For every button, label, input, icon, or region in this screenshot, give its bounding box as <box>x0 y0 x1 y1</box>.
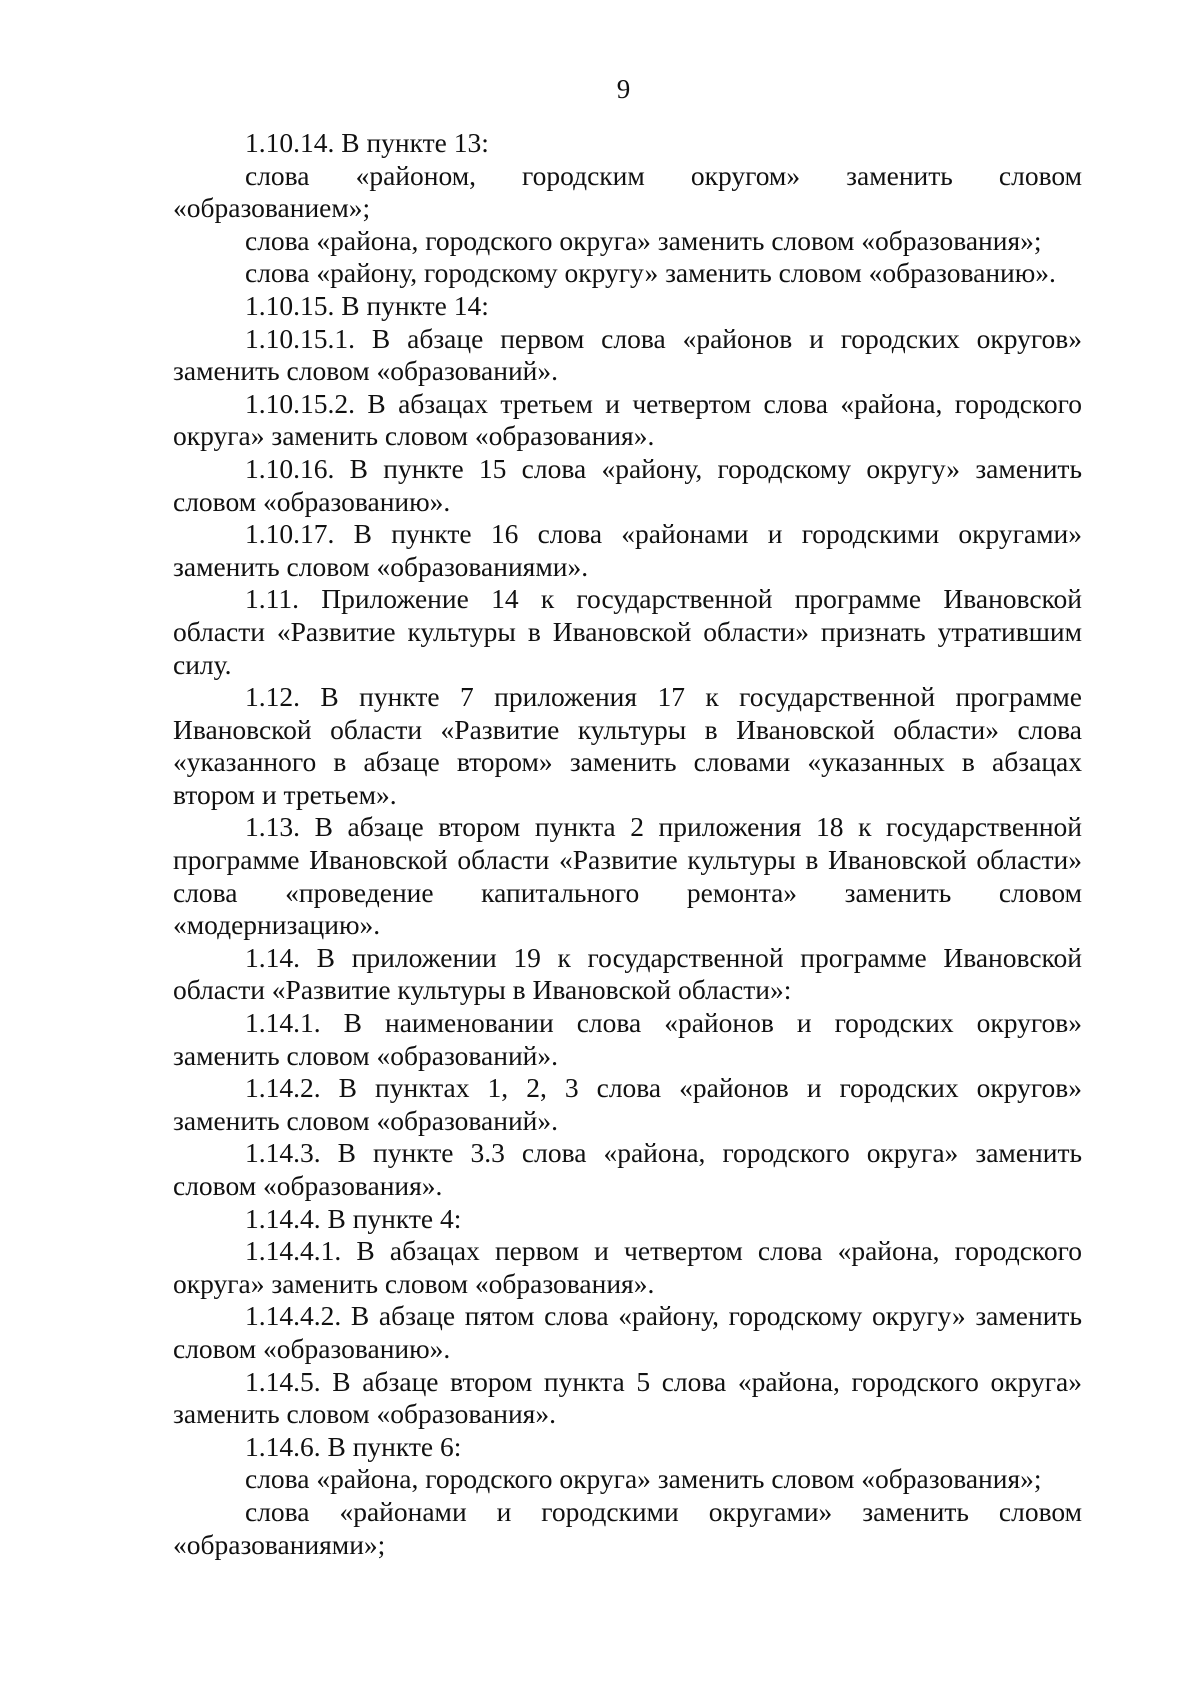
paragraph: 1.10.15.2. В абзацах третьем и четвертом слова «района, городского округа» заменить словом «образования». <box>173 387 1082 452</box>
page-number: 9 <box>616 74 631 104</box>
paragraph: 1.14.5. В абзаце втором пункта 5 слова «района, городского округа» заменить словом «образования». <box>173 1365 1082 1430</box>
paragraph: слова «района, городского округа» заменить словом «образования»; <box>245 224 1042 256</box>
paragraph: 1.13. В абзаце втором пункта 2 приложения 18 к государственной программе Ивановской области «Развитие культуры в Ивановской области» слова «проведение капитального ремонта» заменить словом «модернизацию». <box>173 811 1082 941</box>
paragraph: 1.10.17. В пункте 16 слова «районами и городскими округами» заменить словом «образованиями». <box>173 518 1082 582</box>
paragraph: 1.14.4. В пункте 4: <box>245 1202 462 1234</box>
paragraph: 1.14.4.2. В абзаце пятом слова «району, городскому округу» заменить словом «образованию». <box>173 1300 1082 1364</box>
paragraph: 1.14.6. В пункте 6: <box>245 1430 462 1462</box>
paragraph: слова «району, городскому округу» заменить словом «образованию». <box>245 257 1056 289</box>
paragraph: 1.11. Приложение 14 к государственной программе Ивановской области «Развитие культуры в Ивановской области» признать утратившим силу. <box>173 583 1082 680</box>
paragraph: 1.10.15.1. В абзаце первом слова «районов и городских округов» заменить словом «образований». <box>173 322 1082 387</box>
paragraph: слова «районами и городскими округами» заменить словом «образованиями»; <box>173 1495 1082 1560</box>
paragraph: 1.14.2. В пунктах 1, 2, 3 слова «районов и городских округов» заменить словом «образований». <box>173 1072 1082 1136</box>
paragraph: 1.14.4.1. В абзацах первом и четвертом слова «района, городского округа» заменить словом «образования». <box>173 1235 1082 1299</box>
paragraph: слова «района, городского округа» заменить словом «образования»; <box>245 1463 1042 1495</box>
paragraph: 1.14.1. В наименовании слова «районов и городских округов» заменить словом «образований». <box>173 1007 1082 1071</box>
paragraph: слова «районом, городским округом» заменить словом «образованием»; <box>173 159 1082 224</box>
paragraph: 1.12. В пункте 7 приложения 17 к государственной программе Ивановской области «Развитие культуры в Ивановской области» слова «указанного в абзаце втором» заменить словами «указанных в абзацах втором и третьем». <box>173 681 1082 810</box>
paragraph: 1.10.15. В пункте 14: <box>245 289 489 321</box>
document-body <box>173 127 1082 1561</box>
paragraph: 1.10.14. В пункте 13: <box>245 127 489 158</box>
paragraph: 1.14. В приложении 19 к государственной программе Ивановской области «Развитие культуры в Ивановской области»: <box>173 941 1082 1006</box>
paragraph: 1.10.16. В пункте 15 слова «району, городскому округу» заменить словом «образованию». <box>173 452 1082 517</box>
paragraph: 1.14.3. В пункте 3.3 слова «района, городского округа» заменить словом «образования». <box>173 1137 1082 1201</box>
